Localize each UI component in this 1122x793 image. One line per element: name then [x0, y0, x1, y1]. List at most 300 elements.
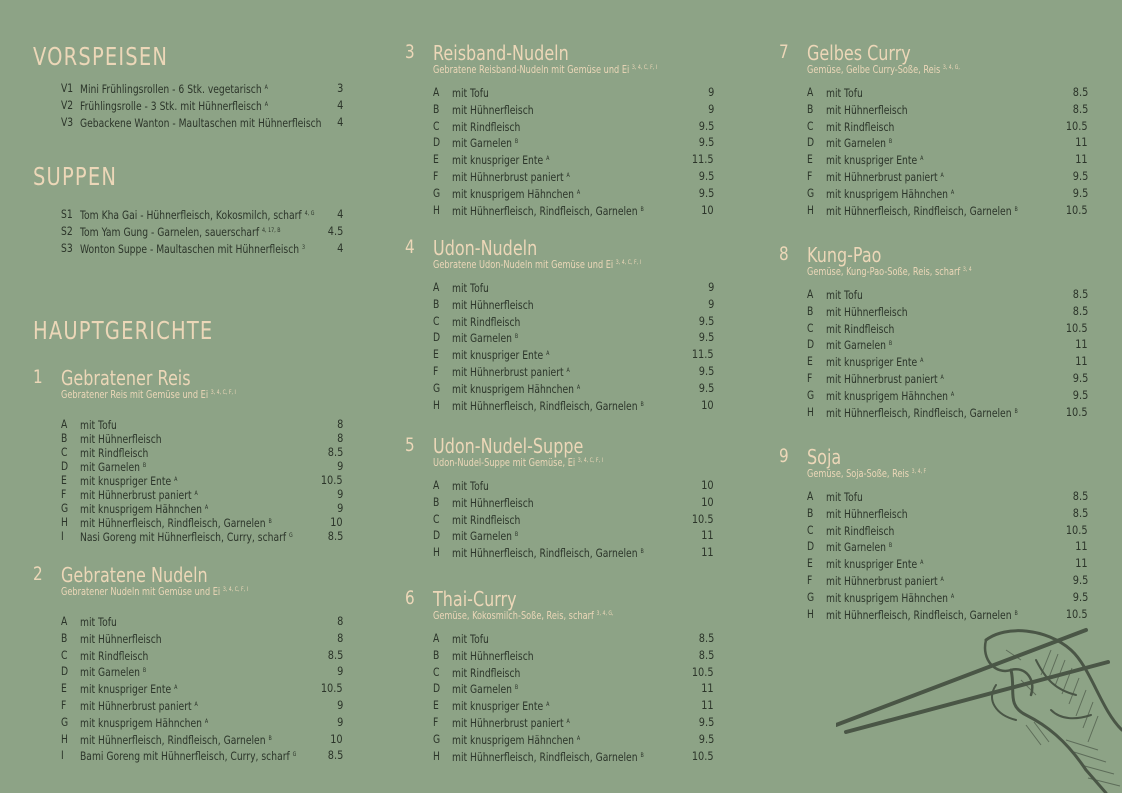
allergen-codes: A	[950, 390, 955, 398]
item-name	[826, 84, 863, 101]
allergen-codes: A	[546, 350, 550, 358]
item-price: 4.5	[327, 223, 343, 238]
item-code: E	[61, 681, 67, 696]
menu-item	[433, 748, 714, 765]
menu-item	[61, 430, 343, 444]
item-code: A	[807, 85, 814, 99]
allergen-codes: B	[514, 684, 519, 692]
dish-number: 5	[405, 434, 415, 456]
item-name-text: Bami Goreng mit Hühnerfleisch, Curry, scharf	[80, 749, 290, 764]
dish-subtitle	[433, 610, 614, 622]
dish-items	[433, 630, 714, 764]
item-price: 9.5	[1072, 185, 1088, 200]
allergen-codes: 3, 4, C, F, I	[615, 259, 642, 266]
dish-subtitle	[61, 586, 248, 598]
item-price: 10.5	[1066, 606, 1088, 621]
menu-item	[433, 118, 714, 135]
item-code: B	[807, 505, 814, 520]
allergen-codes: A	[546, 701, 550, 709]
item-name	[452, 134, 518, 151]
item-price: 9.5	[698, 168, 714, 183]
item-code: B	[433, 647, 440, 662]
item-name-text: mit Tofu	[80, 418, 117, 432]
item-name-text: mit knusprigem Hähnchen	[452, 186, 574, 201]
item-name	[452, 84, 489, 101]
allergen-codes: 3	[302, 243, 306, 251]
item-name-text: mit Tofu	[826, 490, 863, 504]
item-price: 8.5	[1072, 303, 1088, 318]
dish-items	[61, 416, 343, 542]
menu-item	[433, 731, 714, 748]
dish-number: 7	[779, 41, 789, 63]
dish-subtitle-text: Udon-Nudel-Suppe mit Gemüse, Ei	[433, 457, 576, 469]
item-name	[80, 731, 272, 748]
item-price: 9	[336, 459, 343, 473]
menu-item	[433, 101, 714, 118]
item-name	[80, 240, 305, 257]
allergen-codes: A	[264, 84, 268, 91]
menu-item	[807, 387, 1088, 404]
menu-item	[807, 168, 1088, 185]
allergen-codes: A	[920, 357, 924, 365]
item-name	[826, 370, 944, 387]
item-code: B	[807, 101, 814, 116]
item-price: 11	[1075, 539, 1088, 554]
dish-items	[807, 84, 1088, 218]
item-name	[826, 589, 954, 606]
item-price: 11	[1075, 152, 1088, 167]
item-name	[826, 555, 923, 572]
dish-number: 1	[33, 366, 43, 388]
menu-item	[61, 80, 343, 97]
menu-item	[807, 202, 1088, 219]
allergen-codes: 3, 4, G,	[596, 610, 614, 617]
menu-item	[61, 223, 343, 240]
item-code: B	[433, 101, 440, 116]
menu-item	[807, 370, 1088, 387]
item-price: 9	[336, 487, 343, 501]
menu-item	[61, 97, 343, 114]
item-price: 9	[707, 85, 714, 99]
item-code: S2	[61, 223, 73, 238]
item-name	[80, 714, 208, 731]
menu-item	[433, 134, 714, 151]
allergen-codes: A	[920, 155, 924, 163]
dish-header	[405, 236, 714, 276]
allergen-codes: G	[292, 751, 297, 759]
item-price: 9.5	[698, 313, 714, 328]
item-name-text: mit Hühnerfleisch	[452, 297, 534, 312]
section-title-hauptgerichte: HAUPTGERICHTE	[33, 316, 214, 345]
dish-number: 4	[405, 236, 415, 258]
item-name-text: mit Garnelen	[452, 136, 512, 151]
dish-header	[779, 445, 1088, 485]
item-name-text: mit knusprigem Hähnchen	[826, 388, 948, 403]
menu-item	[61, 114, 343, 131]
item-name-text: mit Rindfleisch	[452, 665, 521, 680]
item-name	[452, 714, 570, 731]
item-name	[452, 630, 489, 647]
item-code: F	[807, 572, 813, 587]
item-name-text: mit Hühnerfleisch	[80, 631, 162, 646]
item-name-text: mit Hühnerfleisch	[452, 102, 534, 117]
menu-item	[433, 329, 714, 346]
dish-header	[33, 366, 343, 406]
menu-item	[433, 527, 714, 544]
item-name-text: Frühlingsrolle - 3 Stk. mit Hühnerfleisch	[80, 98, 262, 113]
allergen-codes: A	[940, 373, 944, 381]
menu-item	[61, 714, 343, 731]
allergen-codes: 3, 4, F	[911, 468, 927, 475]
item-code: A	[61, 417, 68, 431]
menu-item	[433, 313, 714, 330]
allergen-codes: B	[640, 400, 644, 408]
dish-number: 2	[33, 563, 43, 585]
item-price: 11	[1075, 354, 1088, 369]
item-code: D	[433, 135, 441, 150]
item-code: A	[433, 85, 440, 99]
allergen-codes: A	[194, 700, 198, 708]
item-name-text: Tom Kha Gai - Hühnerfleisch, Kokosmilch, scharf	[80, 208, 302, 222]
item-name	[80, 114, 322, 131]
item-code: A	[61, 614, 68, 628]
menu-item	[807, 320, 1088, 337]
item-name	[826, 118, 894, 135]
item-price: 8.5	[1072, 505, 1088, 520]
menu-item	[433, 397, 714, 414]
allergen-codes: A	[204, 504, 209, 511]
dish-number: 8	[779, 243, 789, 265]
item-name	[826, 538, 892, 555]
allergen-codes: A	[950, 188, 955, 196]
item-name	[452, 202, 644, 219]
item-code: H	[433, 202, 440, 217]
dish-items	[433, 279, 714, 413]
item-name-text: mit Hühnerbrust paniert	[452, 715, 564, 730]
menu-item	[61, 240, 343, 257]
item-name-text: mit Hühnerfleisch, Rindfleisch, Garnelen	[826, 203, 1012, 218]
item-code: I	[61, 529, 64, 543]
allergen-codes: B	[142, 667, 147, 675]
item-code: G	[807, 387, 815, 402]
item-code: F	[61, 487, 67, 501]
item-name	[826, 387, 954, 404]
menu-item	[61, 697, 343, 714]
item-price: 8.5	[698, 631, 714, 645]
item-name	[452, 397, 644, 414]
item-code: A	[433, 280, 440, 294]
item-code: G	[807, 589, 815, 604]
allergen-codes: B	[1014, 609, 1018, 617]
item-price: 4	[336, 114, 343, 129]
dish-subtitle-text: Gebratener Nudeln mit Gemüse und Ei	[61, 586, 221, 598]
item-code: C	[61, 445, 68, 459]
item-price: 11	[1075, 135, 1088, 150]
allergen-codes: B	[142, 462, 147, 469]
item-code: C	[807, 118, 814, 133]
dish-subtitle	[807, 64, 960, 76]
item-price: 11	[701, 681, 714, 696]
section-title-suppen: SUPPEN	[33, 162, 118, 191]
item-name	[80, 528, 293, 545]
item-code: E	[61, 473, 67, 487]
item-price: 11	[701, 545, 714, 560]
menu-item	[807, 404, 1088, 421]
item-name-text: mit knusprigem Hähnchen	[826, 590, 948, 605]
dish-header	[405, 587, 714, 627]
allergen-codes: A	[174, 684, 178, 692]
menu-item	[433, 185, 714, 202]
item-price: 10.5	[692, 511, 714, 526]
item-name	[452, 680, 518, 697]
allergen-codes: A	[576, 188, 581, 196]
item-code: B	[433, 296, 440, 311]
item-name-text: mit Rindfleisch	[80, 446, 149, 460]
allergen-codes: B	[1014, 205, 1018, 213]
menu-item	[433, 697, 714, 714]
dish-title: Kung-Pao	[807, 243, 882, 267]
item-name	[452, 697, 549, 714]
menu-item	[61, 444, 343, 458]
dish-title: Thai-Curry	[433, 587, 517, 611]
item-price: 9.5	[1072, 168, 1088, 183]
item-name	[452, 380, 580, 397]
menu-item	[433, 202, 714, 219]
item-price: 8	[336, 417, 343, 431]
dish-subtitle	[433, 457, 603, 469]
dish-subtitle	[61, 389, 236, 401]
item-price: 11	[701, 528, 714, 543]
item-name-text: mit Hühnerfleisch	[826, 304, 908, 319]
menu-item	[61, 416, 343, 430]
dish-title: Gelbes Curry	[807, 41, 911, 65]
item-name	[452, 101, 534, 118]
item-name	[826, 522, 894, 539]
allergen-codes: A	[566, 171, 570, 179]
item-name	[452, 647, 534, 664]
item-code: H	[433, 545, 440, 560]
item-price: 8.5	[1072, 85, 1088, 99]
allergen-codes: A	[264, 100, 269, 108]
dish-subtitle-text: Gebratene Reisband-Nudeln mit Gemüse und Ei	[433, 64, 630, 76]
item-name-text: mit knuspriger Ente	[80, 474, 172, 488]
item-name-text: mit knuspriger Ente	[452, 348, 544, 363]
item-code: C	[807, 522, 814, 537]
item-price: 9	[707, 101, 714, 116]
item-code: H	[807, 404, 814, 419]
item-price: 9.5	[1072, 589, 1088, 604]
item-code: E	[807, 556, 813, 571]
item-name-text: mit Hühnerbrust paniert	[826, 371, 938, 386]
item-code: F	[433, 168, 439, 183]
item-name	[80, 697, 198, 714]
menu-item	[433, 544, 714, 561]
item-name-text: mit Rindfleisch	[826, 321, 895, 336]
item-name-text: mit Rindfleisch	[452, 512, 521, 527]
menu-item	[433, 714, 714, 731]
dish-title: Gebratene Nudeln	[61, 563, 208, 587]
item-price: 10	[330, 515, 343, 529]
dish-number: 3	[405, 41, 415, 63]
item-name	[452, 296, 534, 313]
allergen-codes: 3, 4, G,	[942, 64, 960, 71]
item-name	[452, 477, 489, 494]
dish-subtitle-text: Gemüse, Soja-Soße, Reis	[807, 468, 910, 480]
menu-item	[433, 168, 714, 185]
item-price: 9.5	[1072, 370, 1088, 385]
item-code: C	[433, 118, 440, 133]
item-name	[452, 544, 644, 561]
item-price: 8	[336, 614, 343, 628]
item-code: B	[433, 494, 440, 509]
item-code: V1	[61, 81, 74, 95]
item-price: 9	[336, 664, 343, 679]
item-name	[452, 731, 580, 748]
menu-item	[433, 477, 714, 494]
item-name	[452, 363, 570, 380]
item-code: S1	[61, 207, 73, 221]
item-name	[80, 80, 268, 97]
item-name	[452, 313, 520, 330]
dish-number: 6	[405, 587, 415, 609]
item-name-text: mit Hühnerfleisch, Rindfleisch, Garnelen	[452, 749, 638, 764]
allergen-codes: 3, 4, C, F, I	[577, 457, 603, 464]
item-code: A	[433, 631, 440, 645]
item-name	[452, 346, 549, 363]
item-code: H	[433, 748, 440, 763]
item-price: 8.5	[1072, 287, 1088, 301]
dish-subtitle-text: Gemüse, Kung-Pao-Soße, Reis, scharf	[807, 266, 961, 278]
item-price: 9.5	[698, 185, 714, 200]
item-name	[80, 647, 148, 664]
item-code: H	[61, 515, 68, 529]
allergen-codes: A	[576, 734, 581, 742]
menu-item	[433, 279, 714, 296]
item-name	[452, 279, 489, 296]
menu-item	[61, 613, 343, 630]
item-name	[80, 630, 162, 647]
item-name	[452, 748, 644, 765]
menu-item	[61, 680, 343, 697]
menu-item	[807, 572, 1088, 589]
item-name	[452, 118, 520, 135]
item-name	[826, 572, 944, 589]
item-name-text: mit Hühnerfleisch, Rindfleisch, Garnelen	[80, 732, 266, 747]
dish-title: Udon-Nudel-Suppe	[433, 434, 584, 458]
item-price: 4	[336, 240, 343, 255]
dish-items	[433, 84, 714, 218]
item-name-text: mit Hühnerfleisch, Rindfleisch, Garnelen	[826, 607, 1012, 622]
item-name-text: mit Hühnerfleisch, Rindfleisch, Garnelen	[826, 405, 1012, 420]
allergen-codes: A	[920, 559, 924, 567]
dish-header	[405, 41, 714, 81]
menu-item	[433, 296, 714, 313]
item-code: D	[61, 459, 69, 473]
allergen-codes: A	[940, 575, 944, 583]
item-price: 10.5	[1066, 404, 1088, 419]
item-price: 9.5	[698, 118, 714, 133]
item-price: 11	[1075, 337, 1088, 352]
menu-item	[807, 185, 1088, 202]
menu-item	[433, 494, 714, 511]
item-price: 9	[707, 296, 714, 311]
allergen-codes: B	[268, 734, 272, 742]
menu-item	[61, 206, 343, 223]
item-code: D	[807, 135, 815, 150]
item-name	[80, 97, 268, 114]
item-price: 10	[701, 478, 714, 492]
hand-with-chopsticks-icon	[836, 620, 1122, 793]
allergen-codes: B	[1014, 407, 1018, 415]
section-title-vorspeisen: VORSPEISEN	[33, 42, 169, 71]
item-code: G	[807, 185, 815, 200]
item-price: 10.5	[1066, 320, 1088, 335]
menu-item	[61, 731, 343, 748]
dish-title: Reisband-Nudeln	[433, 41, 569, 65]
item-name	[826, 286, 863, 303]
menu-item	[807, 538, 1088, 555]
item-code: A	[807, 489, 814, 503]
item-name	[452, 185, 580, 202]
allergen-codes: 4, G	[304, 210, 315, 217]
item-name-text: mit Garnelen	[80, 460, 140, 474]
item-price: 10	[330, 731, 343, 746]
allergen-codes: A	[546, 155, 550, 163]
item-code: I	[61, 748, 64, 763]
item-name	[80, 680, 177, 697]
item-code: H	[807, 606, 814, 621]
menu-item	[61, 747, 343, 764]
allergen-codes: B	[640, 548, 644, 556]
menu-item	[61, 472, 343, 486]
suppen-list	[61, 206, 343, 256]
item-price: 10	[701, 494, 714, 509]
item-price: 8.5	[1072, 489, 1088, 503]
item-name-text: mit Hühnerfleisch, Rindfleisch, Garnelen	[452, 546, 638, 561]
item-code: B	[61, 630, 68, 645]
item-name-text: mit Hühnerfleisch, Rindfleisch, Garnelen	[80, 516, 266, 530]
item-code: A	[807, 287, 814, 301]
item-code: C	[433, 664, 440, 679]
menu-item	[61, 663, 343, 680]
item-name-text: mit Hühnerfleisch	[452, 495, 534, 510]
item-name-text: mit Tofu	[452, 479, 489, 493]
item-code: G	[61, 714, 69, 729]
item-name-text: mit Hühnerbrust paniert	[80, 698, 192, 713]
menu-item	[807, 303, 1088, 320]
item-name-text: mit Garnelen	[80, 665, 140, 680]
item-name-text: mit Hühnerfleisch, Rindfleisch, Garnelen	[452, 398, 638, 413]
item-code: G	[433, 380, 441, 395]
item-name-text: mit Tofu	[452, 632, 489, 646]
item-price: 9	[707, 280, 714, 294]
menu-item	[807, 286, 1088, 303]
item-code: D	[61, 664, 69, 679]
item-price: 10.5	[692, 748, 714, 763]
item-name-text: mit knusprigem Hähnchen	[452, 732, 574, 747]
allergen-codes: B	[268, 518, 272, 525]
item-name-text: mit Rindfleisch	[826, 523, 895, 538]
item-name-text: mit knusprigem Hähnchen	[452, 381, 574, 396]
item-price: 10.5	[692, 664, 714, 679]
item-price: 8.5	[698, 647, 714, 662]
item-price: 8	[336, 431, 343, 445]
allergen-codes: B	[514, 531, 519, 539]
item-price: 9	[336, 501, 343, 515]
item-code: D	[433, 681, 441, 696]
item-name	[826, 336, 892, 353]
item-code: G	[61, 501, 69, 515]
